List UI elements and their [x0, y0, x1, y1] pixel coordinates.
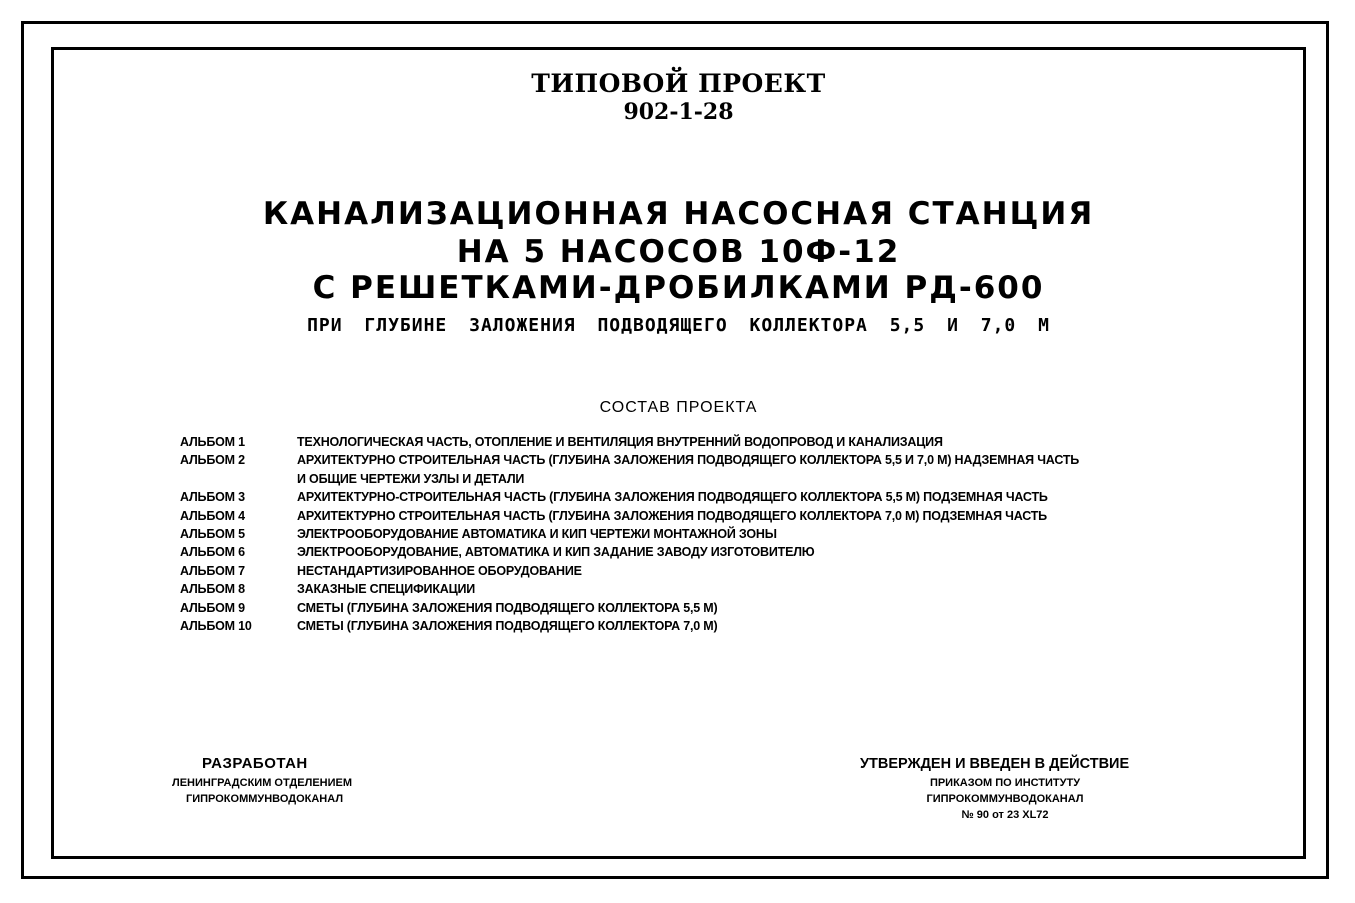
album-label: АЛЬБОМ 4: [180, 508, 245, 523]
album-row: [180, 433, 1180, 451]
developed-line-1: ЛЕНИНГРАДСКИМ ОТДЕЛЕНИЕМ: [172, 777, 353, 789]
album-label: АЛЬБОМ 3: [180, 490, 245, 505]
subtitle: ПРИ ГЛУБИНЕ ЗАЛОЖЕНИЯ ПОДВОДЯЩЕГО КОЛЛЕКТОРА 5,5 И 7,0 М: [307, 315, 1050, 336]
album-description: СМЕТЫ (ГЛУБИНА ЗАЛОЖЕНИЯ ПОДВОДЯЩЕГО КОЛЛЕКТОРА 5,5 М): [297, 600, 718, 615]
album-row: [180, 525, 1180, 543]
album-description: ЗАКАЗНЫЕ СПЕЦИФИКАЦИИ: [297, 582, 476, 597]
title-line-1: КАНАЛИЗАЦИОННАЯ НАСОСНАЯ СТАНЦИЯ: [262, 196, 1095, 232]
album-description: АРХИТЕКТУРНО СТРОИТЕЛЬНАЯ ЧАСТЬ (ГЛУБИНА ЗАЛОЖЕНИЯ ПОДВОДЯЩЕГО КОЛЛЕКТОРА 7,0 М) ПОДЗЕМНАЯ ЧАСТЬ: [297, 508, 1047, 523]
project-number: 902-1-28: [623, 99, 734, 125]
album-label: АЛЬБОМ 6: [180, 545, 245, 560]
album-label: АЛЬБОМ 1: [180, 435, 245, 449]
album-row: [180, 488, 1180, 506]
composition-heading: СОСТАВ ПРОЕКТА: [599, 399, 758, 416]
album-label: АЛЬБОМ 9: [180, 600, 245, 615]
album-label: АЛЬБОМ 7: [180, 563, 245, 578]
album-row: [180, 507, 1180, 525]
album-list: [180, 433, 1180, 635]
developed-title: РАЗРАБОТАН: [202, 755, 308, 772]
album-label: АЛЬБОМ 2: [180, 453, 245, 468]
developed-line-2: ГИПРОКОММУНВОДОКАНАЛ: [186, 793, 344, 805]
album-description: ТЕХНОЛОГИЧЕСКАЯ ЧАСТЬ, ОТОПЛЕНИЕ И ВЕНТИЛЯЦИЯ ВНУТРЕННИЙ ВОДОПРОВОД И КАНАЛИЗАЦИЯ: [297, 435, 943, 449]
approved-line-2: ГИПРОКОММУНВОДОКАНАЛ: [926, 793, 1084, 805]
album-description: ЭЛЕКТРООБОРУДОВАНИЕ, АВТОМАТИКА И КИП ЗАДАНИЕ ЗАВОДУ ИЗГОТОВИТЕЛЮ: [297, 545, 815, 560]
album-row: [180, 599, 1180, 617]
album-label: АЛЬБОМ 10: [180, 619, 252, 634]
album-row: [180, 580, 1180, 598]
title-line-3: С РЕШЕТКАМИ-ДРОБИЛКАМИ РД-600: [312, 270, 1045, 306]
album-description: АРХИТЕКТУРНО-СТРОИТЕЛЬНАЯ ЧАСТЬ (ГЛУБИНА ЗАЛОЖЕНИЯ ПОДВОДЯЩЕГО КОЛЛЕКТОРА 5,5 М) ПОДЗЕМНАЯ ЧАСТЬ: [297, 490, 1048, 505]
album-row: [180, 543, 1180, 561]
album-label: АЛЬБОМ 8: [180, 582, 245, 597]
title-line-2: НА 5 НАСОСОВ 10Ф-12: [456, 234, 901, 270]
approved-line-3: № 90 от 23 XL72: [961, 809, 1049, 821]
album-row: [180, 451, 1180, 488]
album-label: АЛЬБОМ 5: [180, 527, 245, 542]
album-description: НЕСТАНДАРТИЗИРОВАННОЕ ОБОРУДОВАНИЕ: [297, 563, 582, 578]
album-description: АРХИТЕКТУРНО СТРОИТЕЛЬНАЯ ЧАСТЬ (ГЛУБИНА ЗАЛОЖЕНИЯ ПОДВОДЯЩЕГО КОЛЛЕКТОРА 5,5 И 7,0 М) НАДЗЕМНАЯ ЧАСТЬ И ОБЩИЕ ЧЕРТЕЖИ УЗЛЫ И ДЕТАЛИ: [297, 453, 1080, 486]
approved-line-1: ПРИКАЗОМ ПО ИНСТИТУТУ: [929, 777, 1081, 789]
album-row: [180, 562, 1180, 580]
album-description: СМЕТЫ (ГЛУБИНА ЗАЛОЖЕНИЯ ПОДВОДЯЩЕГО КОЛЛЕКТОРА 7,0 М): [297, 619, 718, 634]
approved-title: УТВЕРЖДЕН И ВВЕДЕН В ДЕЙСТВИЕ: [860, 756, 1130, 772]
developed-by-block: [172, 753, 432, 807]
approved-block: [855, 753, 1155, 823]
album-row: [180, 617, 1180, 635]
project-type: ТИПОВОЙ ПРОЕКТ: [531, 69, 826, 98]
album-description: ЭЛЕКТРООБОРУДОВАНИЕ АВТОМАТИКА И КИП ЧЕРТЕЖИ МОНТАЖНОЙ ЗОНЫ: [297, 527, 777, 542]
